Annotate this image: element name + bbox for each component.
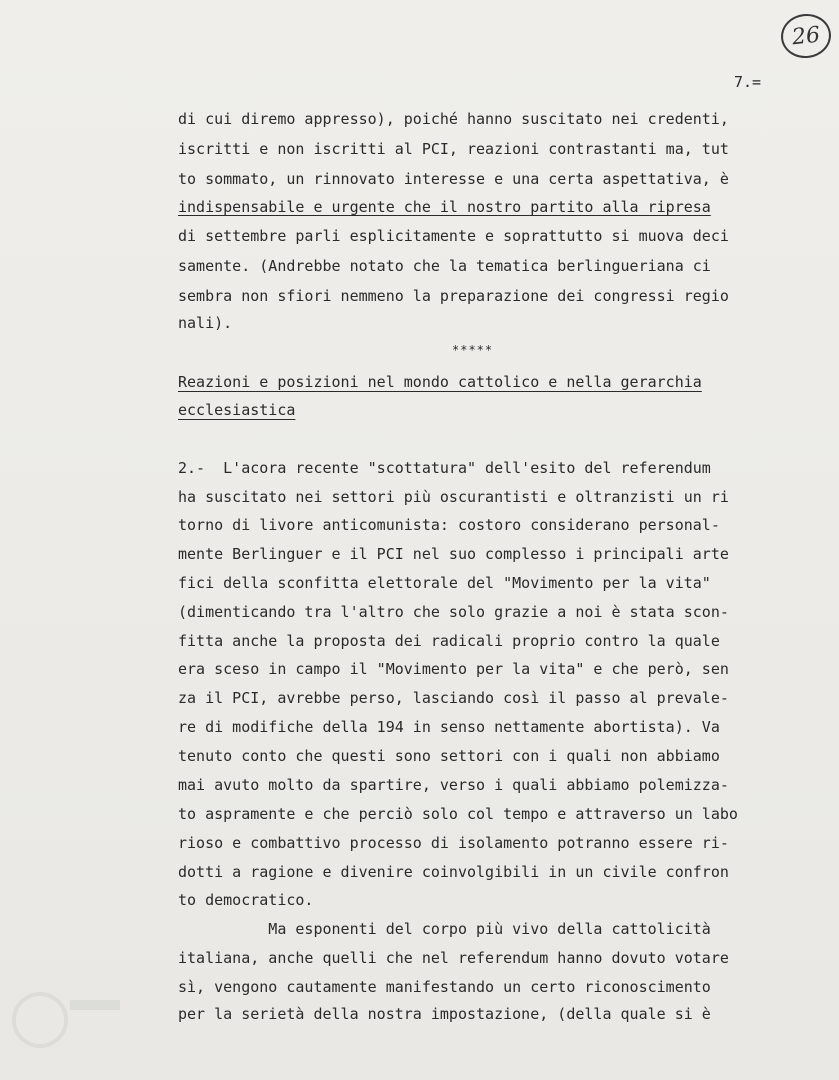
text-line: sì, vengono cautamente manifestando un certo riconoscimento: [178, 978, 711, 996]
section-separator: *****: [452, 343, 494, 357]
text-line: re di modifiche della 194 in senso nettamente abortista). Va: [178, 718, 720, 736]
text-line: to democratico.: [178, 891, 314, 909]
text-line-underlined: indispensabile e urgente che il nostro partito alla ripresa: [178, 198, 711, 216]
text-line: per la serietà della nostra impostazione, (della quale si è: [178, 1005, 711, 1023]
text-line: tenuto conto che questi sono settori con i quali non abbiamo: [178, 747, 720, 765]
text-line: era sceso in campo il "Movimento per la vita" e che però, sen: [178, 660, 729, 678]
text-line: fici della sconfitta elettorale del "Movimento per la vita": [178, 574, 711, 592]
text-line: samente. (Andrebbe notato che la tematica berlingueriana ci: [178, 257, 711, 275]
text-line: sembra non sfiori nemmeno la preparazione dei congressi regio: [178, 287, 729, 305]
text-line: dotti a ragione e divenire coinvolgibili in un civile confron: [178, 863, 729, 881]
section-heading: Reazioni e posizioni nel mondo cattolico e nella gerarchia: [178, 373, 702, 391]
text-line: rioso e combattivo processo di isolamento potranno essere ri-: [178, 834, 729, 852]
section-heading: ecclesiastica: [178, 401, 296, 419]
text-line: di settembre parli esplicitamente e soprattutto si muova deci: [178, 227, 729, 245]
archive-stamp-number: 26: [790, 22, 822, 50]
text-line: to sommato, un rinnovato interesse e una certa aspettativa, è: [178, 170, 729, 188]
archive-page-stamp: [779, 12, 833, 61]
text-line: 2.- L'acora recente "scottatura" dell'esito del referendum: [178, 459, 711, 477]
text-line: torno di livore anticomunista: costoro considerano personal-: [178, 516, 720, 534]
text-line: mente Berlinguer e il PCI nel suo complesso i principali arte: [178, 545, 729, 563]
text-line: di cui diremo appresso), poiché hanno suscitato nei credenti,: [178, 110, 729, 128]
archive-watermark: [0, 980, 130, 1050]
text-line: (dimenticando tra l'altro che solo grazie a noi è stata scon-: [178, 603, 729, 621]
text-line: za il PCI, avrebbe perso, lasciando così il passo al prevale-: [178, 689, 729, 707]
text-line: fitta anche la proposta dei radicali proprio contro la quale: [178, 632, 720, 650]
page-number: 7.=: [734, 73, 762, 91]
text-line: mai avuto molto da spartire, verso i quali abbiamo polemizza-: [178, 776, 729, 794]
text-line: italiana, anche quelli che nel referendum hanno dovuto votare: [178, 949, 729, 967]
text-line: ha suscitato nei settori più oscurantisti e oltranzisti un ri: [178, 488, 729, 506]
text-line: nali).: [178, 314, 233, 332]
text-line: iscritti e non iscritti al PCI, reazioni contrastanti ma, tut: [178, 140, 729, 158]
text-line: to aspramente e che perciò solo col tempo e attraverso un labo: [178, 805, 738, 823]
text-line: Ma esponenti del corpo più vivo della cattolicità: [178, 920, 711, 938]
